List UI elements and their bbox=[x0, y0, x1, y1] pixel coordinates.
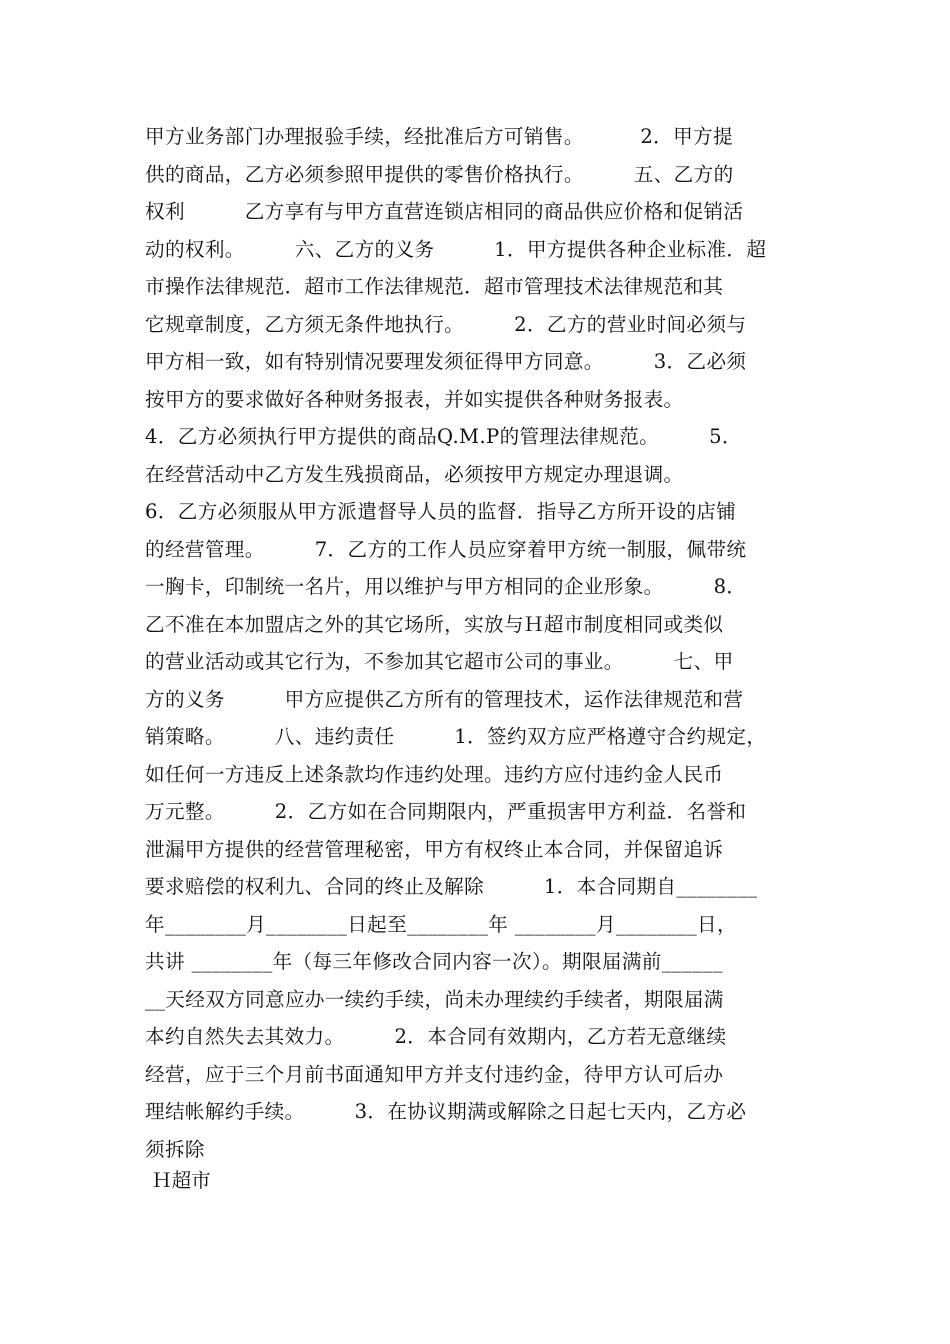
text-line-23: 共讲 ________年（每三年修改合同内容一次）。期限届满前______ bbox=[145, 950, 723, 973]
text-line-2: 供的商品，乙方必须参照甲提供的零售价格执行。 五、乙方的 bbox=[145, 162, 734, 186]
text-line-27: 理结帐解约手续。 3．在协议期满或解除之日起七天内，乙方必 bbox=[145, 1100, 747, 1123]
text-line-18: 如任何一方违反上述条款均作违约处理。违约方应付违约金人民币 bbox=[145, 762, 724, 786]
text-line-12: 的经营管理。 7．乙方的工作人员应穿着甲方统一制服，佩带统 bbox=[145, 537, 747, 561]
text-line-9: 4．乙方必须执行甲方提供的商品Q.M.P的管理法律规范。 5． bbox=[145, 425, 742, 448]
text-line-1: 甲方业务部门办理报验手续，经批准后方可销售。 2．甲方提 bbox=[145, 125, 733, 148]
text-line-6: 它规章制度，乙方须无条件地执行。 2．乙方的营业时间必须与 bbox=[145, 312, 747, 336]
text-line-21: 要求赔偿的权利九、合同的终止及解除 1．本合同期自________ bbox=[145, 875, 758, 898]
text-line-7: 甲方相一致，如有特别情况要理发须征得甲方同意。 3．乙必须 bbox=[145, 350, 747, 373]
text-line-19: 万元整。 2．乙方如在合同期限内，严重损害甲方利益．名誉和 bbox=[145, 800, 747, 823]
text-line-17: 销策略。 八、违约责任 1．签约双方应严格遵守合约规定， bbox=[145, 725, 767, 748]
text-line-5: 市操作法律规范．超市工作法律规范．超市管理技术法律规范和其 bbox=[145, 275, 724, 298]
text-line-20: 泄漏甲方提供的经营管理秘密，甲方有权终止本合同，并保留追诉 bbox=[145, 837, 724, 861]
text-line-24: __天经双方同意应办一续约手续，尚未办理续约手续者，期限届满 bbox=[145, 987, 724, 1011]
text-line-25: 本约自然失去其效力。 2．本合同有效期内，乙方若无意继续 bbox=[145, 1025, 727, 1048]
text-line-10: 在经营活动中乙方发生残损商品，必须按甲方规定办理退调。 bbox=[145, 462, 684, 486]
text-line-14: 乙不准在本加盟店之外的其它场所，实放与Ｈ超市制度相同或类似 bbox=[145, 612, 724, 636]
text-line-11: 6．乙方必须服从甲方派遣督导人员的监督．指导乙方所开设的店铺 bbox=[145, 500, 737, 523]
contract-body bbox=[145, 118, 825, 1168]
company-name-footer: Ｈ超市 bbox=[152, 1169, 211, 1192]
text-line-26: 经营，应于三个月前书面通知甲方并支付违约金，待甲方认可后办 bbox=[145, 1062, 724, 1086]
text-line-4: 动的权利。 六、乙方的义务 1．甲方提供各种企业标准．超 bbox=[145, 237, 767, 261]
text-line-3: 权利 乙方享有与甲方直营连锁店相同的商品供应价格和促销活 bbox=[145, 200, 744, 223]
text-line-8: 按甲方的要求做好各种财务报表，并如实提供各种财务报表。 bbox=[145, 387, 684, 411]
text-line-15: 的营业活动或其它行为，不参加其它超市公司的事业。 七、甲 bbox=[145, 650, 734, 673]
text-line-28: 须拆除 bbox=[145, 1137, 205, 1161]
text-line-22: 年________月________日起至________年 ________月________日， bbox=[145, 912, 737, 936]
text-line-16: 方的义务 甲方应提供乙方所有的管理技术，运作法律规范和营 bbox=[145, 687, 744, 711]
text-line-13: 一胸卡，印制统一名片，用以维护与甲方相同的企业形象。 8． bbox=[145, 575, 747, 598]
